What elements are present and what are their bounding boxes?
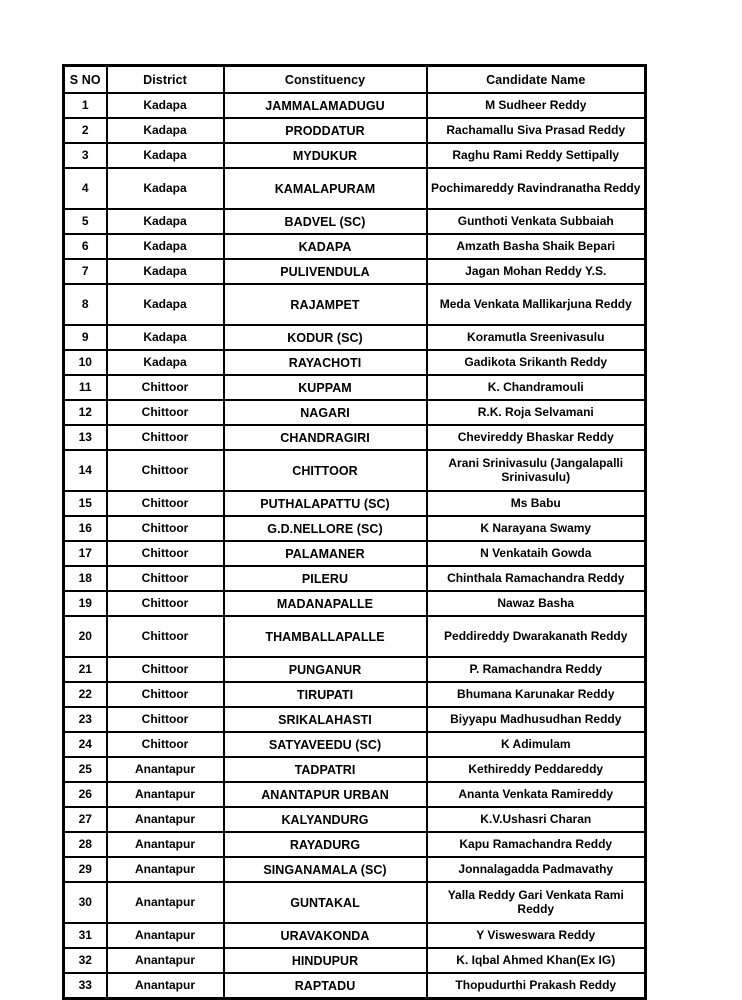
cell-district: Kadapa [107,209,224,234]
cell-constituency: THAMBALLAPALLE [224,616,427,657]
column-header-candidate-name: Candidate Name [427,66,646,94]
cell-district: Kadapa [107,234,224,259]
table-row [64,93,646,118]
cell-candidate: Jonnalagadda Padmavathy [427,857,646,882]
cell-sno: 30 [64,882,107,923]
table-row [64,234,646,259]
cell-sno: 13 [64,425,107,450]
cell-district: Chittoor [107,707,224,732]
cell-constituency: TIRUPATI [224,682,427,707]
table-row [64,948,646,973]
cell-district: Chittoor [107,491,224,516]
table-row [64,400,646,425]
column-header-constituency: Constituency [224,66,427,94]
cell-candidate: Kethireddy Peddareddy [427,757,646,782]
table-body [64,93,646,999]
table-row [64,857,646,882]
candidate-list-table-container [62,64,644,1000]
cell-constituency: ANANTAPUR URBAN [224,782,427,807]
cell-sno: 21 [64,657,107,682]
cell-constituency: CHITTOOR [224,450,427,491]
cell-district: Anantapur [107,973,224,999]
cell-candidate: Bhumana Karunakar Reddy [427,682,646,707]
cell-candidate: Arani Srinivasulu (Jangalapalli Srinivasulu) [427,450,646,491]
cell-constituency: KALYANDURG [224,807,427,832]
cell-sno: 31 [64,923,107,948]
table-row [64,491,646,516]
cell-constituency: URAVAKONDA [224,923,427,948]
cell-sno: 8 [64,284,107,325]
cell-candidate: Rachamallu Siva Prasad Reddy [427,118,646,143]
cell-district: Kadapa [107,168,224,209]
cell-candidate: K.V.Ushasri Charan [427,807,646,832]
cell-candidate: Jagan Mohan Reddy Y.S. [427,259,646,284]
cell-constituency: KUPPAM [224,375,427,400]
table-row [64,325,646,350]
cell-candidate: Pochimareddy Ravindranatha Reddy [427,168,646,209]
cell-district: Anantapur [107,782,224,807]
table-row [64,259,646,284]
cell-constituency: SATYAVEEDU (SC) [224,732,427,757]
cell-constituency: SRIKALAHASTI [224,707,427,732]
cell-sno: 9 [64,325,107,350]
table-row [64,616,646,657]
cell-sno: 15 [64,491,107,516]
cell-candidate: K. Chandramouli [427,375,646,400]
cell-sno: 26 [64,782,107,807]
table-row [64,284,646,325]
table-row [64,375,646,400]
cell-sno: 10 [64,350,107,375]
cell-sno: 12 [64,400,107,425]
cell-sno: 18 [64,566,107,591]
cell-candidate: Gadikota Srikanth Reddy [427,350,646,375]
cell-sno: 6 [64,234,107,259]
cell-district: Kadapa [107,284,224,325]
column-header-sno: S NO [64,66,107,94]
cell-constituency: RAPTADU [224,973,427,999]
cell-district: Anantapur [107,757,224,782]
cell-sno: 7 [64,259,107,284]
cell-candidate: R.K. Roja Selvamani [427,400,646,425]
cell-district: Chittoor [107,682,224,707]
cell-district: Anantapur [107,807,224,832]
column-header-district: District [107,66,224,94]
cell-constituency: SINGANAMALA (SC) [224,857,427,882]
cell-sno: 2 [64,118,107,143]
cell-district: Anantapur [107,832,224,857]
cell-candidate: Chinthala Ramachandra Reddy [427,566,646,591]
cell-district: Anantapur [107,948,224,973]
cell-district: Chittoor [107,450,224,491]
cell-sno: 22 [64,682,107,707]
cell-candidate: P. Ramachandra Reddy [427,657,646,682]
cell-constituency: PUTHALAPATTU (SC) [224,491,427,516]
table-row [64,118,646,143]
cell-sno: 29 [64,857,107,882]
cell-district: Kadapa [107,93,224,118]
table-row [64,732,646,757]
cell-constituency: PILERU [224,566,427,591]
cell-district: Chittoor [107,516,224,541]
cell-candidate: Meda Venkata Mallikarjuna Reddy [427,284,646,325]
cell-sno: 27 [64,807,107,832]
table-row [64,143,646,168]
cell-constituency: PRODDATUR [224,118,427,143]
cell-constituency: GUNTAKAL [224,882,427,923]
table-row [64,591,646,616]
cell-candidate: Peddireddy Dwarakanath Reddy [427,616,646,657]
cell-sno: 16 [64,516,107,541]
table-row [64,209,646,234]
cell-constituency: PULIVENDULA [224,259,427,284]
cell-constituency: PUNGANUR [224,657,427,682]
cell-district: Anantapur [107,882,224,923]
table-row [64,973,646,999]
cell-constituency: KAMALAPURAM [224,168,427,209]
cell-district: Chittoor [107,591,224,616]
cell-sno: 1 [64,93,107,118]
table-row [64,923,646,948]
cell-district: Chittoor [107,566,224,591]
cell-candidate: Gunthoti Venkata Subbaiah [427,209,646,234]
cell-candidate: Kapu Ramachandra Reddy [427,832,646,857]
cell-constituency: NAGARI [224,400,427,425]
cell-sno: 3 [64,143,107,168]
cell-candidate: Y Visweswara Reddy [427,923,646,948]
cell-sno: 32 [64,948,107,973]
cell-candidate: Raghu Rami Reddy Settipally [427,143,646,168]
cell-district: Chittoor [107,616,224,657]
cell-sno: 17 [64,541,107,566]
table-row [64,782,646,807]
cell-candidate: Nawaz Basha [427,591,646,616]
table-row [64,707,646,732]
table-row [64,807,646,832]
cell-constituency: RAYACHOTI [224,350,427,375]
cell-constituency: HINDUPUR [224,948,427,973]
cell-candidate: N Venkataih Gowda [427,541,646,566]
cell-district: Kadapa [107,143,224,168]
cell-constituency: KODUR (SC) [224,325,427,350]
cell-candidate: Ananta Venkata Ramireddy [427,782,646,807]
cell-sno: 24 [64,732,107,757]
cell-candidate: Ms Babu [427,491,646,516]
table-row [64,657,646,682]
cell-district: Kadapa [107,350,224,375]
table-row [64,350,646,375]
cell-district: Chittoor [107,375,224,400]
cell-district: Kadapa [107,118,224,143]
cell-district: Chittoor [107,425,224,450]
cell-sno: 25 [64,757,107,782]
cell-district: Chittoor [107,657,224,682]
cell-district: Chittoor [107,400,224,425]
table-row [64,882,646,923]
cell-sno: 14 [64,450,107,491]
cell-constituency: JAMMALAMADUGU [224,93,427,118]
table-row [64,516,646,541]
table-header-row [64,66,646,94]
cell-district: Chittoor [107,541,224,566]
cell-constituency: MADANAPALLE [224,591,427,616]
cell-sno: 19 [64,591,107,616]
cell-district: Kadapa [107,259,224,284]
cell-district: Kadapa [107,325,224,350]
cell-sno: 28 [64,832,107,857]
cell-sno: 5 [64,209,107,234]
cell-candidate: Thopudurthi Prakash Reddy [427,973,646,999]
cell-sno: 33 [64,973,107,999]
cell-constituency: BADVEL (SC) [224,209,427,234]
cell-district: Anantapur [107,857,224,882]
cell-sno: 4 [64,168,107,209]
cell-candidate: Biyyapu Madhusudhan Reddy [427,707,646,732]
cell-sno: 23 [64,707,107,732]
cell-candidate: Koramutla Sreenivasulu [427,325,646,350]
cell-candidate: K. Iqbal Ahmed Khan(Ex IG) [427,948,646,973]
table-row [64,682,646,707]
cell-candidate: Amzath Basha Shaik Bepari [427,234,646,259]
cell-candidate: K Narayana Swamy [427,516,646,541]
table-row [64,832,646,857]
cell-candidate: Yalla Reddy Gari Venkata Rami Reddy [427,882,646,923]
cell-sno: 11 [64,375,107,400]
table-row [64,425,646,450]
cell-constituency: MYDUKUR [224,143,427,168]
table-row [64,541,646,566]
cell-district: Anantapur [107,923,224,948]
cell-constituency: CHANDRAGIRI [224,425,427,450]
cell-constituency: PALAMANER [224,541,427,566]
table-row [64,168,646,209]
cell-candidate: K Adimulam [427,732,646,757]
cell-constituency: KADAPA [224,234,427,259]
candidate-list-table [62,64,647,1000]
cell-constituency: TADPATRI [224,757,427,782]
cell-constituency: RAYADURG [224,832,427,857]
cell-district: Chittoor [107,732,224,757]
cell-candidate: Chevireddy Bhaskar Reddy [427,425,646,450]
table-row [64,566,646,591]
cell-constituency: RAJAMPET [224,284,427,325]
table-row [64,757,646,782]
cell-sno: 20 [64,616,107,657]
table-row [64,450,646,491]
cell-constituency: G.D.NELLORE (SC) [224,516,427,541]
cell-candidate: M Sudheer Reddy [427,93,646,118]
table-header [64,66,646,94]
